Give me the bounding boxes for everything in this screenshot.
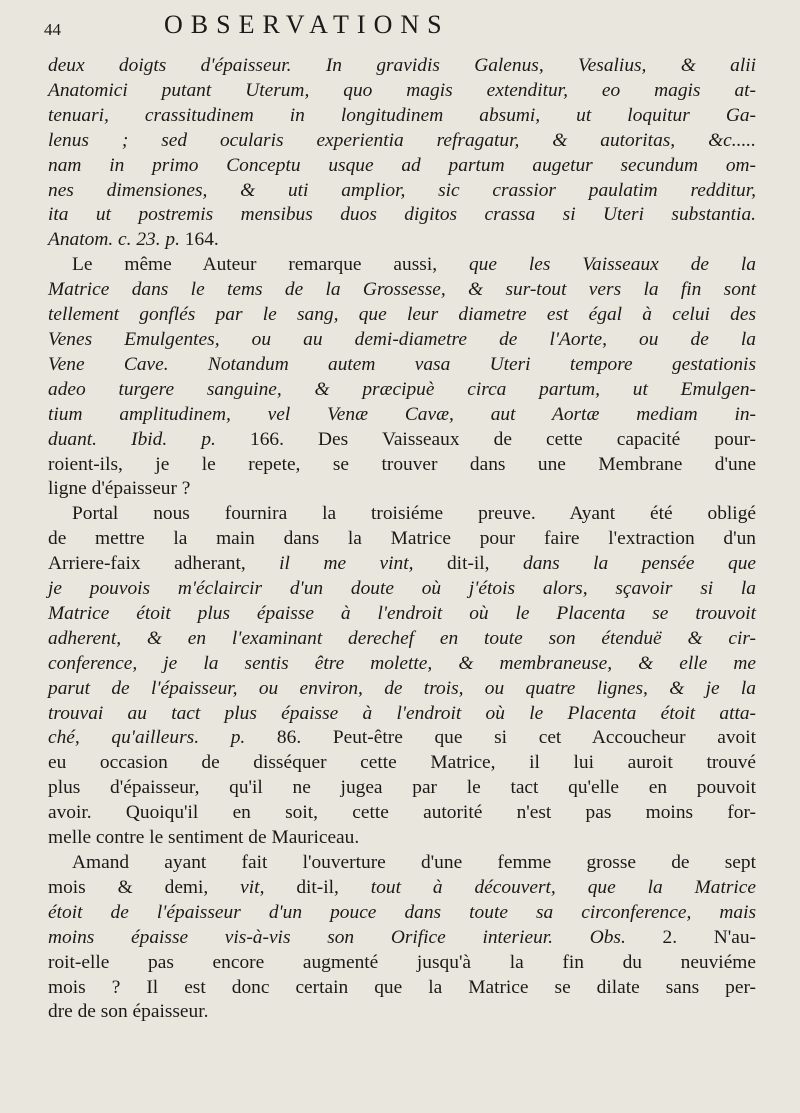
text-segment: adeo turgere sanguine, & præcipuè circa partum, ut Emulgen- xyxy=(48,378,756,400)
text-segment: dans la pensée que xyxy=(523,553,756,575)
text-segment: dre de son épaisseur. xyxy=(48,1001,209,1023)
text-segment: ché, qu'ailleurs. p. xyxy=(48,727,277,749)
text-line xyxy=(48,54,756,79)
text-line xyxy=(48,602,756,627)
text-line xyxy=(48,826,756,851)
text-line xyxy=(48,353,756,378)
running-title: OBSERVATIONS xyxy=(164,10,450,39)
text-segment: deux doigts d'épaisseur. In gravidis Galenus, Vesalius, & alii xyxy=(48,55,756,76)
text-segment: Anatom. c. 23. p. xyxy=(48,229,185,251)
text-segment: lenus ; sed ocularis experientia refragatur, & autoritas, &c..... xyxy=(48,129,756,151)
text-line xyxy=(48,901,756,926)
text-segment: mois & demi, xyxy=(48,876,241,898)
text-segment: adherent, & en l'examinant derechef en toute son étenduë & cir- xyxy=(48,627,756,649)
text-segment: tout à découvert, que la Matrice xyxy=(370,876,756,898)
text-segment: avoir. Quoiqu'il en soit, cette autorité n'est pas moins for- xyxy=(48,802,756,824)
text-segment: tium amplitudinem, vel Venæ Cavæ, aut Aortæ mediam in- xyxy=(48,403,756,425)
text-line xyxy=(48,104,756,129)
text-line xyxy=(48,278,756,303)
text-segment: Venes Emulgentes, ou au demi-diametre de l'Aorte, ou de la xyxy=(48,328,756,350)
text-line xyxy=(48,577,756,602)
text-line xyxy=(48,951,756,976)
text-segment: de mettre la main dans la Matrice pour faire l'extraction d'un xyxy=(48,528,756,550)
text-line xyxy=(48,403,756,428)
text-line xyxy=(48,976,756,1001)
text-segment: étoit de l'épaisseur d'un pouce dans toute sa circonference, mais xyxy=(48,901,756,923)
text-line xyxy=(48,228,756,253)
text-segment: 86. Peut-être que si cet Accoucheur avoit xyxy=(276,727,756,749)
text-segment: dit-il, xyxy=(446,553,524,575)
text-segment: 166. Des Vaisseaux de cette capacité pour- xyxy=(250,428,756,450)
text-segment: mois ? Il est donc certain que la Matrice se dilate sans per- xyxy=(48,976,756,998)
text-line xyxy=(48,453,756,478)
text-line xyxy=(48,926,756,951)
text-segment: tellement gonflés par le sang, que leur diametre est égal à celui des xyxy=(48,304,756,326)
text-segment: Matrice étoit plus épaisse à l'endroit où le Placenta se trouvoit xyxy=(48,602,756,624)
text-line xyxy=(48,79,756,104)
text-segment: nes dimensiones, & uti amplior, sic crassior paulatim redditur, xyxy=(48,179,756,201)
text-segment: parut de l'épaisseur, ou environ, de trois, ou quatre lignes, & je la xyxy=(48,677,756,699)
text-line xyxy=(48,726,756,751)
text-line xyxy=(48,154,756,179)
text-segment: duant. Ibid. p. xyxy=(48,428,250,450)
text-line xyxy=(48,502,756,527)
text-line xyxy=(48,851,756,876)
text-line xyxy=(48,751,756,776)
text-segment: 2. N'au- xyxy=(662,926,756,948)
text-segment: trouvai au tact plus épaisse à l'endroit où le Placenta étoit atta- xyxy=(48,702,756,724)
text-segment: moins épaisse vis-à-vis son Orifice interieur. Obs. xyxy=(48,926,663,948)
text-segment: roit-elle pas encore augmenté jusqu'à la fin du neuviéme xyxy=(48,951,756,973)
text-line xyxy=(48,129,756,154)
text-segment: Portal nous fournira la troisiéme preuve. Ayant été obligé xyxy=(72,503,756,525)
text-line xyxy=(48,876,756,901)
text-segment: roient-ils, je le repete, se trouver dans une Membrane d'une xyxy=(48,453,756,475)
text-segment: que les Vaisseaux de la xyxy=(468,254,756,276)
text-segment: tenuari, crassitudinem in longitudinem absumi, ut loquitur Ga- xyxy=(48,104,756,126)
text-line xyxy=(48,378,756,403)
text-segment: 164. xyxy=(184,229,219,251)
text-line xyxy=(48,702,756,727)
text-line xyxy=(48,477,756,502)
text-line xyxy=(48,203,756,228)
page-number: 44 xyxy=(44,20,61,39)
text-line xyxy=(48,552,756,577)
body-text xyxy=(48,54,756,1025)
text-line xyxy=(48,776,756,801)
text-segment: Matrice dans le tems de la Grossesse, & sur-tout vers la fin sont xyxy=(48,279,756,301)
text-segment: nam in primo Conceptu usque ad partum augetur secundum om- xyxy=(48,154,756,176)
text-segment: je pouvois m'éclaircir d'un doute où j'étois alors, sçavoir si la xyxy=(48,578,756,600)
text-segment: eu occasion de disséquer cette Matrice, il lui auroit trouvé xyxy=(48,752,756,774)
text-line xyxy=(48,328,756,353)
text-line xyxy=(48,303,756,328)
text-segment: Le même Auteur remarque aussi, xyxy=(72,254,469,276)
text-line xyxy=(48,179,756,204)
text-line xyxy=(48,652,756,677)
text-segment: conference, je la sentis être molette, & membraneuse, & elle me xyxy=(48,652,756,674)
text-line xyxy=(48,527,756,552)
text-segment: vit xyxy=(240,876,260,898)
text-segment: Amand ayant fait l'ouverture d'une femme grosse de sept xyxy=(72,852,756,873)
text-line xyxy=(48,1000,756,1025)
text-segment: Vene Cave. Notandum autem vasa Uteri tempore gestationis xyxy=(48,353,756,375)
text-segment: ligne d'épaisseur ? xyxy=(48,478,191,500)
text-segment: , dit-il, xyxy=(259,876,371,898)
text-line xyxy=(48,428,756,453)
text-segment: il me vint, xyxy=(279,553,447,575)
text-segment: Anatomici putant Uterum, quo magis extenditur, eo magis at- xyxy=(48,79,756,101)
text-line xyxy=(48,677,756,702)
text-segment: melle contre le sentiment de Mauriceau. xyxy=(48,827,360,849)
text-segment: ita ut postremis mensibus duos digitos crassa si Uteri substantia. xyxy=(48,204,756,226)
text-line xyxy=(48,801,756,826)
text-line xyxy=(48,253,756,278)
text-line xyxy=(48,627,756,652)
page-header xyxy=(44,8,740,44)
text-segment: plus d'épaisseur, qu'il ne jugea par le tact qu'elle en pouvoit xyxy=(48,777,756,799)
text-segment: Arriere-faix adherant, xyxy=(48,553,280,575)
